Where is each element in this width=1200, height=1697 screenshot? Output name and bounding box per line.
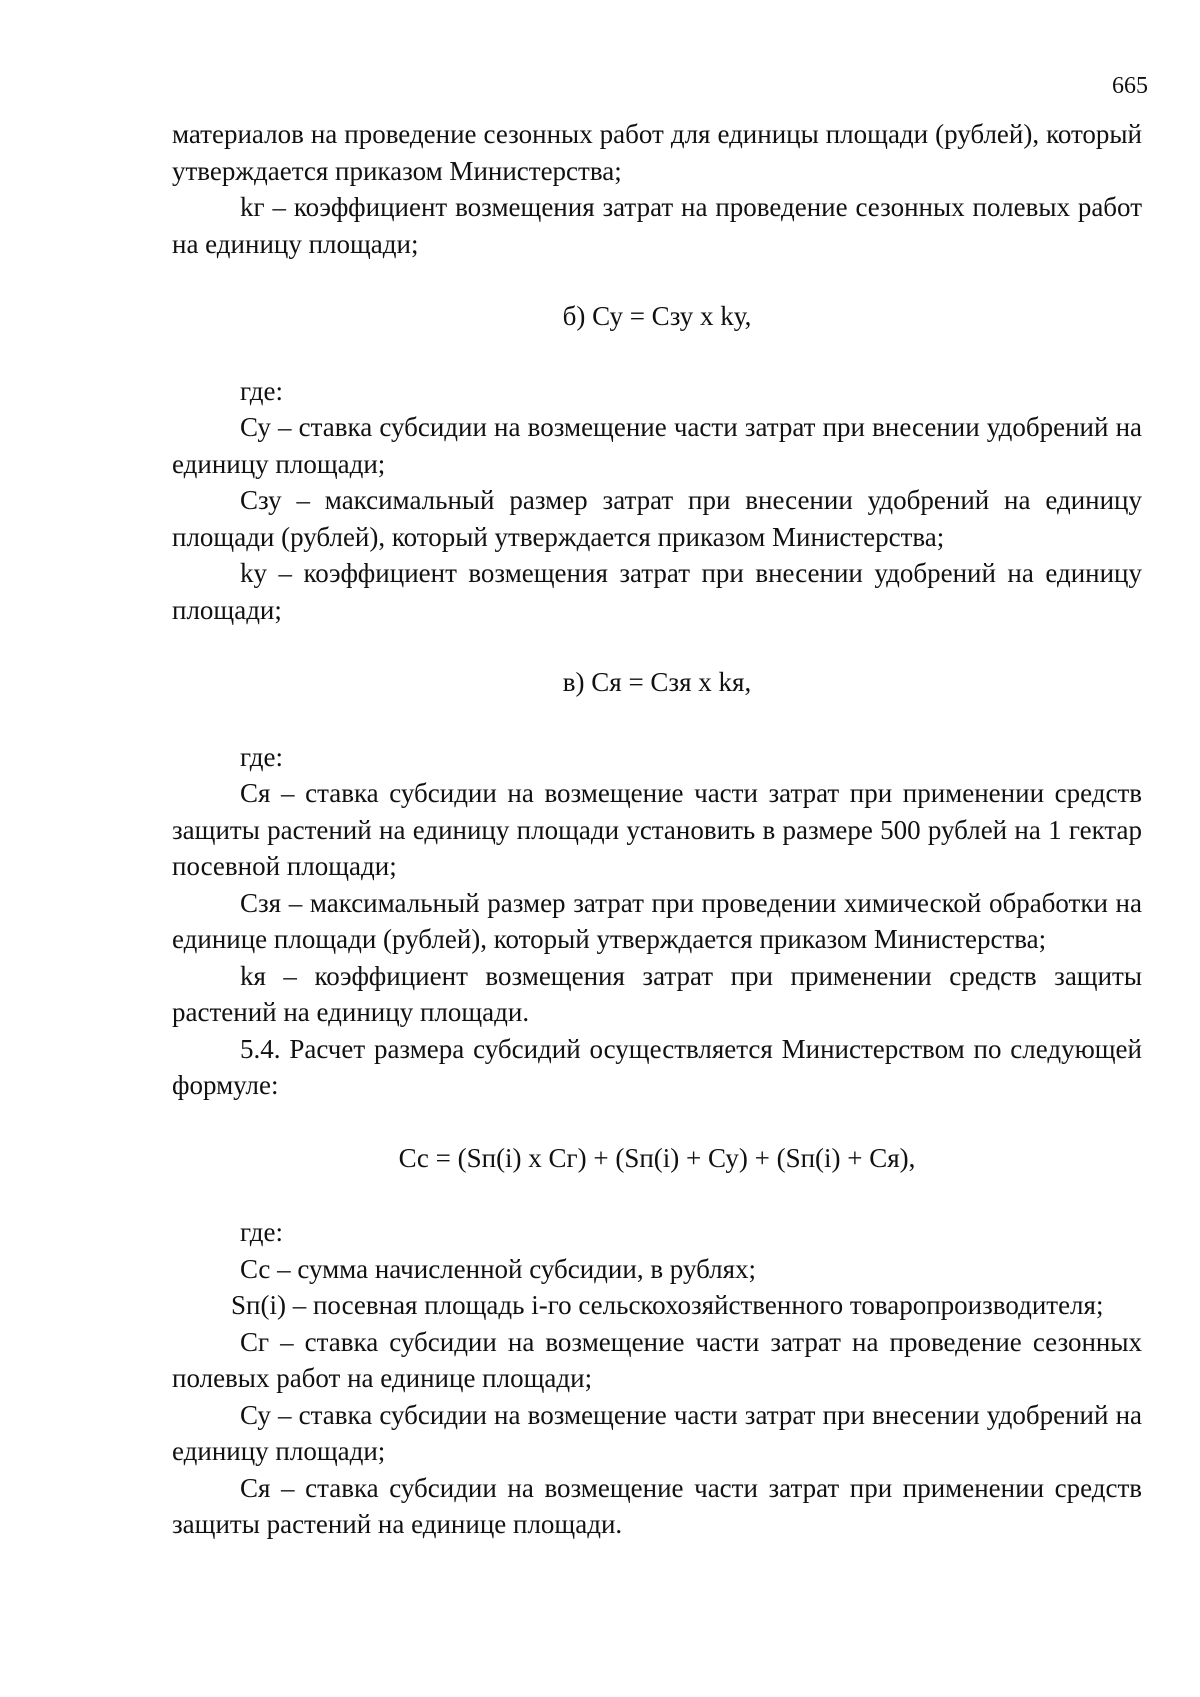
paragraph-szya-definition: Сзя – максимальный размер затрат при проведении химической обработки на единице площади (рублей), который утверждается приказом Министерства; — [172, 887, 1142, 954]
paragraph-kya-definition: kя – коэффициент возмещения затрат при применении средств защиты растений на единицу площади. — [172, 960, 1142, 1027]
spacer — [172, 1104, 1142, 1140]
paragraph-sya-definition-2: Ся – ставка субсидии на возмещение части затрат при применении средств защиты растений на единице площади. — [172, 1472, 1142, 1539]
paragraph-kg-definition: kг – коэффициент возмещения затрат на проведение сезонных полевых работ на единицу площади; — [172, 192, 1142, 259]
paragraph-sg-definition: Сг – ставка субсидии на возмещение части затрат на проведение сезонных полевых работ на единице площади; — [172, 1326, 1142, 1393]
spacer — [172, 1176, 1142, 1214]
paragraph-sp-definition: Sп(i) – посевная площадь i-го сельскохозяйственного товаропроизводителя; — [231, 1290, 1104, 1320]
paragraph-sya-definition: Ся – ставка субсидии на возмещение части затрат при применении средств защиты растений на единицу площади установить в размере 500 рублей на 1 гектар посевной площади; — [172, 778, 1142, 881]
formula-main: Сс = (Sп(i) х Сг) + (Sп(i) + Су) + (Sп(i) + Ся), — [398, 1142, 916, 1173]
spacer — [172, 335, 1142, 373]
page-number: 665 — [1112, 73, 1148, 99]
formula-b: б) Су = Сзу х kу, — [562, 301, 752, 331]
paragraph-su-definition: Су – ставка субсидии на возмещение части затрат при внесении удобрений на единицу площади; — [172, 412, 1142, 479]
where-label: где: — [240, 375, 283, 406]
paragraph-materials: материалов на проведение сезонных работ для единицы площади (рублей), который утверждается приказом Министерства; — [172, 119, 1142, 186]
where-label: где: — [240, 1217, 283, 1247]
paragraph-su-definition-2: Су – ставка субсидии на возмещение части затрат при внесении удобрений на единицу площади; — [172, 1399, 1142, 1466]
paragraph-section-5-4: 5.4. Расчет размера субсидий осуществляется Министерством по следующей формуле: — [172, 1033, 1142, 1100]
spacer — [172, 628, 1142, 664]
document-body — [172, 116, 1142, 1543]
spacer — [172, 262, 1142, 298]
paragraph-szu-definition: Сзу – максимальный размер затрат при внесении удобрений на единицу площади (рублей), который утверждается приказом Министерства; — [172, 485, 1142, 552]
where-label: где: — [240, 741, 283, 772]
paragraph-ku-definition: kу – коэффициент возмещения затрат при внесении удобрений на единицу площади; — [172, 558, 1142, 625]
paragraph-ss-definition: Сс – сумма начисленной субсидии, в рублях; — [240, 1253, 757, 1284]
formula-v: в) Ся = Сзя х kя, — [562, 667, 752, 697]
spacer — [172, 701, 1142, 739]
